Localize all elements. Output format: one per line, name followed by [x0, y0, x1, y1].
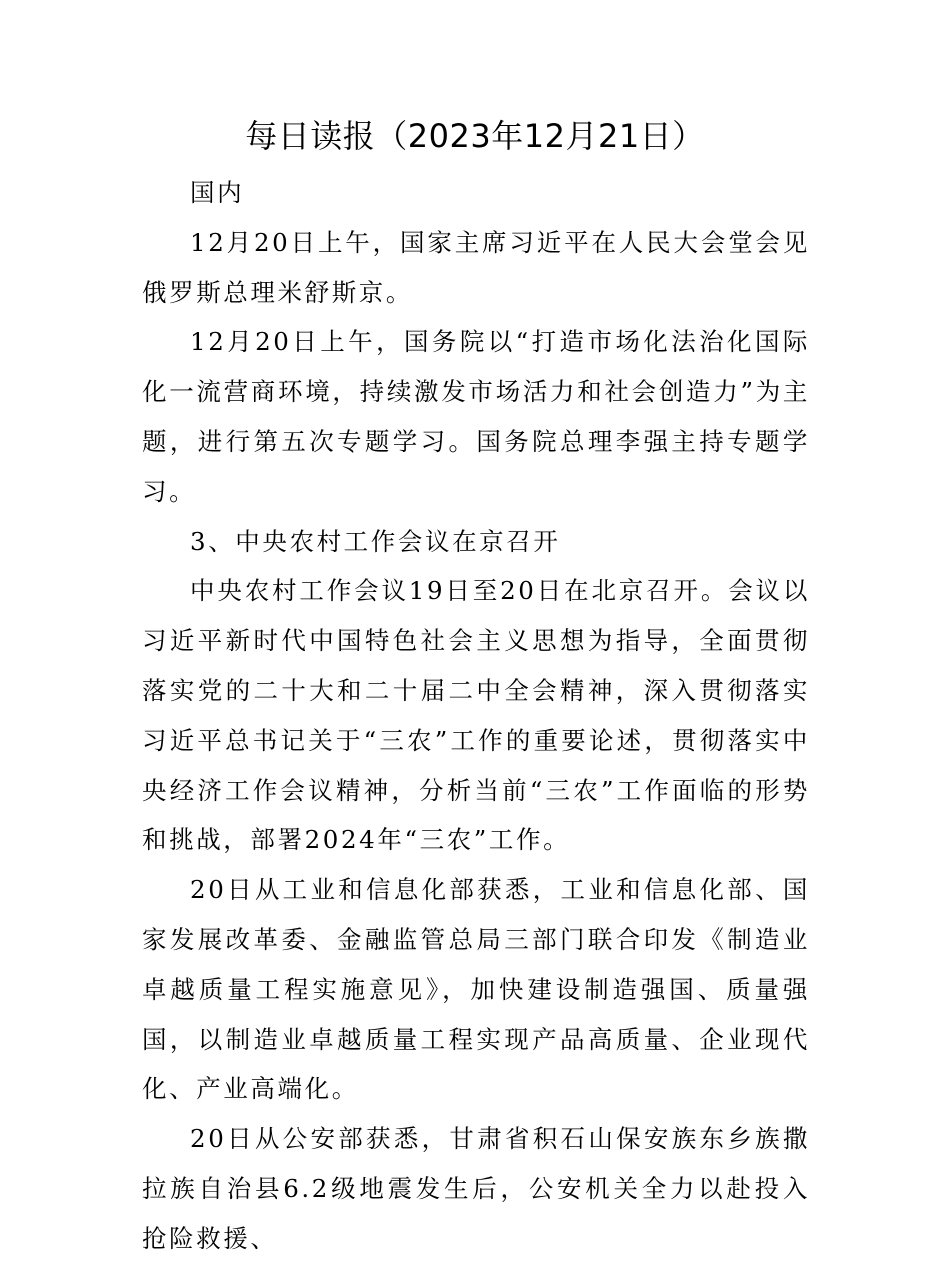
paragraph: 20日从工业和信息化部获悉，工业和信息化部、国家发展改革委、金融监管总局三部门联合印发《制造业卓越质量工程实施意见》，加快建设制造强国、质量强国，以制造业卓越质量工程实现产品高质量、企业现代化、产业高端化。 — [142, 875, 810, 1104]
document-body — [142, 168, 810, 1264]
document-title: 每日读报（2023年12月21日） — [245, 117, 705, 155]
paragraph: 12月20日上午，国家主席习近平在人民大会堂会见俄罗斯总理米舒斯京。 — [142, 227, 810, 307]
section-heading-rural-work-conference: 3、中央农村工作会议在京召开 — [190, 526, 561, 556]
section-heading-domestic: 国内 — [190, 178, 245, 207]
paragraph: 中央农村工作会议19日至20日在北京召开。会议以习近平新时代中国特色社会主义思想为指导，全面贯彻落实党的二十大和二十届二中全会精神，深入贯彻落实习近平总书记关于“三农”工作的重要论述，贯彻落实中央经济工作会议精神，分析当前“三农”工作面临的形势和挑战，部署2024年“三农”工作。 — [142, 576, 810, 855]
paragraph: 12月20日上午，国务院以“打造市场化法治化国际化一流营商环境，持续激发市场活力和社会创造力”为主题，进行第五次专题学习。国务院总理李强主持专题学习。 — [142, 327, 810, 506]
paragraph: 20日从公安部获悉，甘肃省积石山保安族东乡族撒拉族自治县6.2级地震发生后，公安机关全力以赴投入抢险救援、 — [142, 1124, 810, 1253]
